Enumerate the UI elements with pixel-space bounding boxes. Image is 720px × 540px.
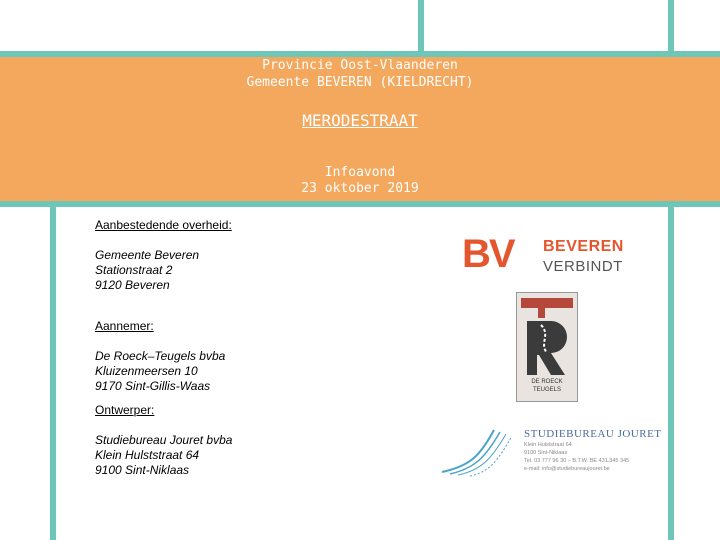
frame-line-v1 <box>418 0 424 57</box>
beveren-logo <box>462 232 632 280</box>
jouret-logo-detail: 9100 Sint-Niklaas <box>524 450 568 456</box>
designer-line: Studiebureau Jouret bvba <box>95 433 233 447</box>
beveren-logo-line2: VERBINDT <box>543 258 623 275</box>
owner-block <box>95 218 232 293</box>
jouret-logo-detail: e-mail: info@studiebureaujouret.be <box>524 466 610 472</box>
contractor-block <box>95 319 225 394</box>
jouret-logo <box>440 426 662 478</box>
jouret-logo-detail: Tel. 03 777 96 30 – B.T.W. BE 431.345 345 <box>524 458 630 464</box>
designer-block <box>95 403 232 478</box>
contractor-line: 9170 Sint-Gillis-Waas <box>95 379 211 393</box>
designer-heading: Ontwerper: <box>95 403 155 417</box>
event-label: Infoavond <box>324 165 396 180</box>
contractor-heading: Aannemer: <box>95 319 154 333</box>
owner-line: Gemeente Beveren <box>95 248 200 262</box>
owner-line: 9120 Beveren <box>95 278 170 292</box>
designer-line: Klein Hulststraat 64 <box>95 448 200 462</box>
deroeck-logo-line2: TEUGELS <box>532 387 561 393</box>
beveren-logo-mark: BV <box>462 232 514 276</box>
province-label: Provincie Oost-Vlaanderen <box>262 58 458 73</box>
frame-line-v2 <box>668 0 674 57</box>
beveren-logo-line1: BEVEREN <box>543 238 624 255</box>
owner-line: Stationstraat 2 <box>95 263 173 277</box>
owner-heading: Aanbestedende overheid: <box>95 218 232 232</box>
deroeck-logo-graphic <box>517 293 577 377</box>
jouret-logo-name: STUDIEBUREAU JOURET <box>524 428 662 440</box>
contractor-line: Kluizenmeersen 10 <box>95 364 198 378</box>
deroeck-logo <box>516 292 578 402</box>
event-date: 23 oktober 2019 <box>301 181 419 196</box>
designer-line: 9100 Sint-Niklaas <box>95 463 190 477</box>
municipality-label: Gemeente BEVEREN (KIELDRECHT) <box>246 75 474 90</box>
contractor-line: De Roeck–Teugels bvba <box>95 349 226 363</box>
jouret-logo-detail: Klein Hulststraat 64 <box>524 442 572 448</box>
deroeck-logo-line1: DE ROECK <box>531 379 563 385</box>
page-title: MERODESTRAAT <box>302 111 418 130</box>
frame-line-v4 <box>668 207 674 540</box>
jouret-logo-swoosh <box>440 426 524 478</box>
